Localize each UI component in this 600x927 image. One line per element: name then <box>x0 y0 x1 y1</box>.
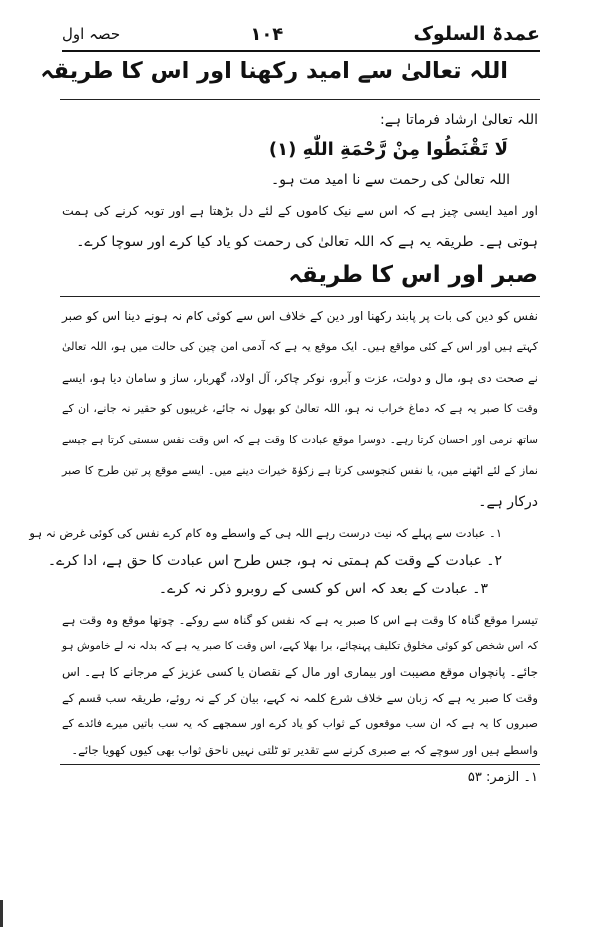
paragraph-line: ہوتی ہے۔ طریقہ یہ ہے کہ اللہ تعالیٰ کی رحمت کو یاد کیا کرے اور سوچا کرے۔ <box>76 234 538 250</box>
paragraph-line: نے صحت دی ہو، مال و دولت، عزت و آبرو، نوکر چاکر، آل اولاد، گھربار، ساز و سامان دیا ہو، ایسے <box>62 371 538 385</box>
verse-intro: اللہ تعالیٰ ارشاد فرماتا ہے: <box>380 112 538 128</box>
part-label: حصہ اول <box>62 25 121 43</box>
verse-translation: اللہ تعالیٰ کی رحمت سے نا امید مت ہو۔ <box>271 172 510 188</box>
paragraph-line: واسطے ہیں اور سوچے کہ بے صبری کرنے سے تقدیر تو ٹلتی نہیں ناحق ثواب بھی کیوں کھویا جائے۔ <box>71 743 538 757</box>
paragraph-line: وقت کا صبر یہ ہے کہ زبان سے خلاف شرع کلمہ نہ کہے، بیان کر کے نہ روئے، طریقہ سب قسم کے <box>62 691 538 705</box>
paragraph-line: کہتے ہیں اور اس کے کئی مواقع ہیں۔ ایک موقع یہ ہے کہ آدمی امن چین کی حالت میں ہو، اللہ تعالیٰ <box>62 340 538 353</box>
paragraph-line: کہ اس شخص کو کوئی مخلوق تکلیف پہنچائے، برا بھلا کہے، اس وقت کا صبر یہ ہے کہ بدلہ نہ لے خاموش ہو <box>62 640 538 652</box>
page-header <box>62 18 540 52</box>
page-number: ۱۰۴ <box>250 23 284 45</box>
book-title: عمدۃ السلوک <box>413 23 540 45</box>
paragraph-line: اور امید ایسی چیز ہے کہ اس سے نیک کاموں کے لئے دل بڑھتا ہے اور توبہ کرنے کی ہمت <box>62 203 538 218</box>
heading-underline <box>60 99 540 100</box>
list-item: ۲۔ عبادت کے وقت کم ہمتی نہ ہو، جس طرح اس عبادت کا حق ہے، ادا کرے۔ <box>47 553 502 569</box>
list-item: ۱۔ عبادت سے پہلے کہ نیت درست رہے اللہ ہی کے واسطے وہ کام کرے نفس کی کوئی غرض نہ ہو <box>29 526 502 540</box>
paragraph-line: تیسرا موقع گناہ کا وقت ہے اس کا صبر یہ ہے کہ نفس کو گناہ سے روکے۔ چوتھا موقع وہ وقت ہے <box>62 613 538 627</box>
paragraph-line: نماز کے لئے اٹھنے میں، یا نفس کنجوسی کرتا ہے زکوٰۃ خیرات دینے میں۔ ایسے موقع پر تین طرح کا صبر <box>62 464 538 477</box>
heading-underline <box>60 296 540 297</box>
footnote: ١۔ الزمر: ۵۳ <box>467 770 538 785</box>
list-item: ۳۔ عبادت کے بعد کہ اس کو کسی کے روبرو ذکر نہ کرے۔ <box>158 581 488 597</box>
paragraph-line: درکار ہے۔ <box>478 494 538 510</box>
paragraph-line: وقت کا صبر یہ ہے کہ دماغ خراب نہ ہو، اللہ تعالیٰ کو بھول نہ جائے، غریبوں کو حقیر نہ جانے، ان کے <box>62 402 538 415</box>
section-heading-patience: صبر اور اس کا طریقہ <box>288 262 538 288</box>
scan-edge-mark <box>0 900 3 927</box>
paragraph-line: ساتھ نرمی اور احسان کرتا رہے۔ دوسرا موقع عبادت کا وقت ہے کہ اس وقت نفس سستی کرتا ہے جیسے <box>62 434 538 446</box>
paragraph-line: جائے۔ پانچواں موقع مصیبت اور بیماری اور مال کے نقصان یا کسی عزیز کے مرجانے کا ہے۔ اس <box>62 665 538 679</box>
footnote-divider <box>60 764 540 765</box>
section-heading-hope: اللہ تعالیٰ سے امید رکھنا اور اس کا طریقہ <box>40 58 508 84</box>
paragraph-line: نفس کو دین کی بات پر پابند رکھنا اور دین کے خلاف اس سے کوئی کام نہ ہونے دینا اس کو صبر <box>62 309 538 323</box>
quranic-verse: لَا تَقْنَطُوا مِنْ رَّحْمَةِ اللّٰهِ (١) <box>268 139 508 160</box>
paragraph-line: صبروں کا یہ ہے کہ ان سب موقعوں کے ثواب کو یاد کرے اور سمجھے کہ یہ سب باتیں میرے فائدے کے <box>62 717 538 730</box>
